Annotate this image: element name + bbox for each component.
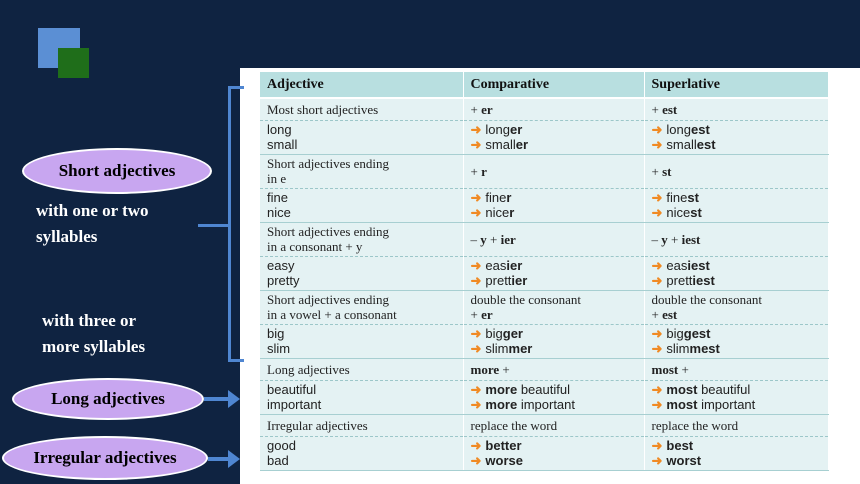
rule-superlative-cell (644, 358, 828, 380)
rule-superlative-cell (644, 154, 828, 188)
arrow-icon: ➜ (651, 341, 663, 356)
irregular-adjectives-label: Irregular adjectives (2, 436, 208, 480)
rule-text: + (651, 163, 663, 179)
example-word: nice (267, 205, 291, 220)
example-ending: worst (666, 453, 702, 468)
short-adjectives-bracket (228, 86, 244, 362)
example-form (471, 258, 637, 273)
example-form (652, 397, 821, 412)
three-syllables-note (42, 308, 145, 360)
decor-square-green (58, 48, 89, 78)
example-row (260, 380, 828, 414)
arrow-icon: ➜ (651, 273, 663, 288)
example-ending: er (509, 122, 523, 137)
rule-line (652, 164, 821, 179)
note-line: syllables (36, 227, 98, 246)
example-form (471, 453, 637, 468)
comparison-table (260, 72, 829, 471)
example-comparative-cell (463, 324, 644, 358)
rule-row (260, 98, 828, 120)
example-superlative-cell (644, 436, 828, 470)
arrow-icon: ➜ (470, 205, 482, 220)
rule-suffix: y (661, 231, 668, 247)
table-header-row (260, 72, 828, 98)
example-superlative-cell (644, 120, 828, 154)
rule-text: replace the word (470, 417, 558, 433)
rule-superlative-cell (644, 222, 828, 256)
example-ending: ier (511, 273, 528, 288)
rule-line: Most short adjectives (267, 101, 379, 117)
rule-text: + (486, 231, 501, 247)
rule-comparative-cell (463, 290, 644, 324)
arrow-icon: ➜ (470, 137, 482, 152)
example-comparative-cell (463, 120, 644, 154)
arrow-icon: ➜ (470, 258, 482, 273)
example-form (652, 137, 821, 152)
arrow-icon: ➜ (651, 122, 663, 137)
rule-adjective-cell (260, 358, 463, 380)
long-arrow-icon (204, 390, 240, 408)
arrow-icon: ➜ (651, 137, 663, 152)
example-form (652, 205, 821, 220)
example-stem: small (666, 137, 697, 152)
example-stem: slim (485, 341, 509, 356)
arrow-icon: ➜ (470, 397, 482, 412)
example-adjective-cell (260, 256, 463, 290)
arrow-icon: ➜ (651, 190, 663, 205)
example-word: bad (267, 453, 289, 468)
example-word: pretty (267, 273, 300, 288)
rule-text: + (678, 361, 689, 377)
example-ending: most (666, 382, 698, 397)
rule-text: replace the word (651, 417, 739, 433)
rule-suffix: est (662, 101, 678, 117)
example-stem: fine (666, 190, 688, 205)
rule-line: in a vowel + a consonant (267, 307, 397, 322)
rule-row (260, 154, 828, 188)
example-row (260, 188, 828, 222)
example-stem: beautiful (517, 382, 570, 397)
rule-line (471, 102, 637, 117)
rule-line: Long adjectives (267, 361, 350, 377)
long-adjectives-label: Long adjectives (12, 378, 204, 420)
example-stem: fine (485, 190, 507, 205)
example-row (260, 436, 828, 470)
rule-text: double the consonant (470, 292, 581, 307)
example-stem: prett (666, 273, 693, 288)
rule-text: + (651, 307, 663, 322)
example-stem: long (666, 122, 691, 137)
example-form (652, 326, 821, 341)
rule-line (471, 292, 637, 307)
rule-text: – (470, 231, 481, 247)
example-form (471, 341, 637, 356)
rule-row (260, 290, 828, 324)
rule-line: in a consonant + y (267, 239, 363, 254)
rule-comparative-cell (463, 414, 644, 436)
example-ending: st (690, 205, 702, 220)
rule-superlative-cell (644, 290, 828, 324)
example-ending: mer (508, 341, 533, 356)
header-adjective: Adjective (260, 72, 463, 98)
example-ending: ier (506, 258, 523, 273)
example-superlative-cell (644, 324, 828, 358)
example-word: important (267, 397, 322, 412)
example-form (471, 122, 637, 137)
example-adjective-cell (260, 324, 463, 358)
example-stem: beautiful (697, 382, 751, 397)
rule-adjective-cell (260, 414, 463, 436)
example-word: easy (267, 258, 295, 273)
rule-line (471, 307, 637, 322)
example-ending: most (666, 397, 698, 412)
arrow-icon: ➜ (651, 205, 663, 220)
note-line: with three or (42, 311, 137, 330)
bracket-connector (198, 224, 230, 227)
example-form (652, 273, 821, 288)
rule-comparative-cell (463, 222, 644, 256)
arrow-icon: ➜ (470, 341, 482, 356)
example-adjective-cell (260, 188, 463, 222)
rule-line (471, 164, 637, 179)
example-comparative-cell (463, 436, 644, 470)
rule-line: Irregular adjectives (267, 417, 368, 433)
example-form (652, 341, 821, 356)
example-stem: nice (485, 205, 510, 220)
rule-adjective-cell (260, 98, 463, 120)
example-form (471, 190, 637, 205)
arrow-icon: ➜ (470, 382, 482, 397)
rule-suffix: most (651, 361, 679, 377)
arrow-icon: ➜ (470, 122, 482, 137)
example-form (471, 326, 637, 341)
example-ending: worse (485, 453, 523, 468)
example-ending: r (509, 205, 515, 220)
arrow-icon: ➜ (470, 438, 482, 453)
note-line: more syllables (42, 337, 146, 356)
rule-text: + (667, 231, 682, 247)
rule-line (652, 102, 821, 117)
rule-suffix: er (481, 101, 493, 117)
rule-suffix: st (662, 163, 672, 179)
example-stem: big (666, 326, 684, 341)
rule-row (260, 414, 828, 436)
example-form (471, 137, 637, 152)
header-comparative: Comparative (463, 72, 644, 98)
example-form (471, 382, 637, 397)
example-stem: small (485, 137, 516, 152)
example-adjective-cell (260, 436, 463, 470)
rule-row (260, 358, 828, 380)
example-form (652, 438, 821, 453)
rule-line (652, 292, 821, 307)
rule-suffix: er (481, 307, 493, 322)
example-form (471, 273, 637, 288)
rule-line: in e (267, 171, 287, 186)
rule-text: + (470, 101, 482, 117)
example-word: fine (267, 190, 288, 205)
example-ending: ger (502, 326, 523, 341)
note-line: with one or two (36, 201, 149, 220)
rule-line: Short adjectives ending (267, 224, 390, 239)
short-adjectives-label: Short adjectives (22, 148, 212, 194)
rule-suffix: r (481, 163, 487, 179)
example-word: beautiful (267, 382, 317, 397)
example-form (652, 453, 821, 468)
rule-line (471, 362, 637, 377)
rule-line (471, 232, 637, 247)
example-word: good (267, 438, 296, 453)
example-ending: est (690, 122, 710, 137)
example-comparative-cell (463, 188, 644, 222)
rule-adjective-cell (260, 290, 463, 324)
example-ending: more (485, 382, 518, 397)
example-form (652, 190, 821, 205)
arrow-icon: ➜ (470, 190, 482, 205)
rule-comparative-cell (463, 154, 644, 188)
example-superlative-cell (644, 256, 828, 290)
rule-adjective-cell (260, 222, 463, 256)
example-ending: best (666, 438, 694, 453)
example-form (652, 382, 821, 397)
example-superlative-cell (644, 188, 828, 222)
rule-line (652, 307, 821, 322)
rule-line: Short adjectives ending (267, 292, 390, 307)
rule-comparative-cell (463, 98, 644, 120)
example-word: long (267, 122, 292, 137)
example-ending: more (485, 397, 518, 412)
example-stem: long (485, 122, 510, 137)
example-superlative-cell (644, 380, 828, 414)
example-comparative-cell (463, 256, 644, 290)
example-stem: nice (666, 205, 691, 220)
example-ending: better (485, 438, 522, 453)
example-row (260, 324, 828, 358)
rule-text: double the consonant (651, 292, 762, 307)
rule-text: + (499, 361, 510, 377)
example-comparative-cell (463, 380, 644, 414)
example-stem: important (517, 397, 576, 412)
example-ending: iest (692, 273, 715, 288)
example-word: slim (267, 341, 291, 356)
arrow-icon: ➜ (470, 273, 482, 288)
example-stem: eas (666, 258, 688, 273)
example-stem: big (485, 326, 503, 341)
example-ending: r (506, 190, 512, 205)
arrow-icon: ➜ (470, 453, 482, 468)
example-adjective-cell (260, 120, 463, 154)
rule-line (652, 362, 821, 377)
arrow-icon: ➜ (651, 258, 663, 273)
arrow-icon: ➜ (651, 382, 663, 397)
example-row (260, 120, 828, 154)
rule-text: + (470, 307, 482, 322)
example-form (471, 438, 637, 453)
rule-suffix: est (662, 307, 678, 322)
example-stem: important (697, 397, 756, 412)
example-stem: eas (485, 258, 507, 273)
rule-text: – (651, 231, 662, 247)
example-stem: prett (485, 273, 512, 288)
rule-comparative-cell (463, 358, 644, 380)
header-superlative: Superlative (644, 72, 828, 98)
rule-suffix: y (480, 231, 487, 247)
table-body (260, 98, 828, 470)
rule-suffix: more (470, 361, 500, 377)
irregular-arrow-icon (208, 450, 240, 468)
rule-line: Short adjectives ending (267, 156, 390, 171)
arrow-icon: ➜ (651, 397, 663, 412)
example-row (260, 256, 828, 290)
example-word: small (267, 137, 298, 152)
rule-line (652, 232, 821, 247)
rule-line (652, 418, 821, 433)
example-ending: est (696, 137, 716, 152)
arrow-icon: ➜ (651, 453, 663, 468)
example-form (652, 258, 821, 273)
example-form (471, 205, 637, 220)
arrow-icon: ➜ (651, 326, 663, 341)
rule-superlative-cell (644, 414, 828, 436)
example-form (652, 122, 821, 137)
example-word: big (267, 326, 285, 341)
rule-text: + (470, 163, 482, 179)
rule-superlative-cell (644, 98, 828, 120)
example-adjective-cell (260, 380, 463, 414)
rule-suffix: ier (500, 231, 516, 247)
rule-row (260, 222, 828, 256)
rule-text: + (651, 101, 663, 117)
example-ending: mest (689, 341, 720, 356)
arrow-icon: ➜ (651, 438, 663, 453)
arrow-icon: ➜ (470, 326, 482, 341)
rule-adjective-cell (260, 154, 463, 188)
rule-line (471, 418, 637, 433)
example-form (471, 397, 637, 412)
example-ending: iest (687, 258, 710, 273)
example-ending: st (687, 190, 699, 205)
one-two-syllables-note (36, 198, 149, 250)
example-stem: slim (666, 341, 690, 356)
example-ending: er (515, 137, 529, 152)
example-ending: gest (683, 326, 711, 341)
rule-suffix: iest (681, 231, 701, 247)
